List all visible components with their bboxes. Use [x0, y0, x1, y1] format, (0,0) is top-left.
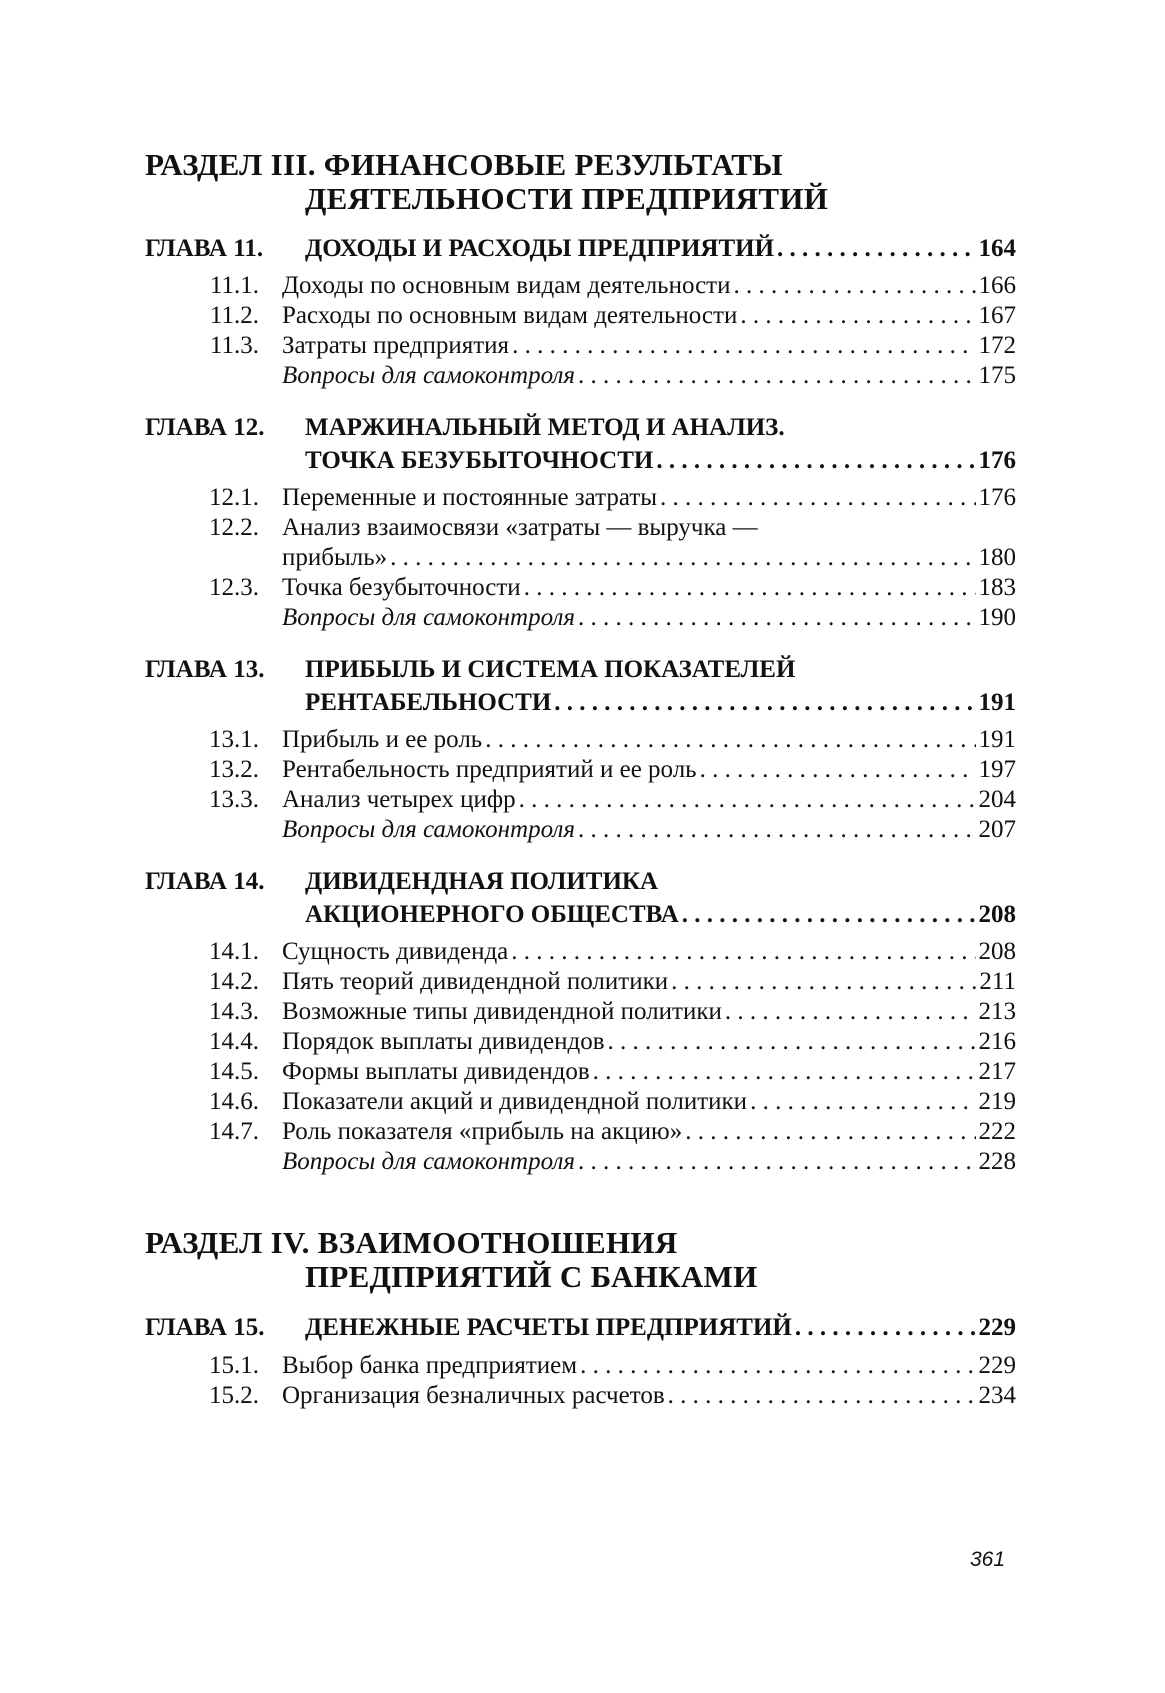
dot-leader [795, 1311, 976, 1344]
chapter-heading[interactable] [145, 1311, 1016, 1344]
entry-page-number: 190 [978, 604, 1016, 631]
entry-page-number: 208 [978, 938, 1016, 965]
toc-entry-review-questions[interactable] [145, 1146, 1016, 1178]
chapter-heading[interactable] [145, 653, 1016, 719]
entry-number: 14.2. [209, 968, 259, 995]
toc-entry-review-questions[interactable] [145, 814, 1016, 846]
entry-title: Сущность дивиденда [282, 938, 509, 965]
chapter-title-line1: ПРИБЫЛЬ И СИСТЕМА ПОКАЗАТЕЛЕЙ [305, 656, 796, 683]
entry-title: Рентабельность предприятий и ее роль [282, 756, 697, 783]
dot-leader [524, 572, 976, 604]
section-title-line2: ПРЕДПРИЯТИЙ С БАНКАМИ [305, 1259, 758, 1294]
chapter-title: РЕНТАБЕЛЬНОСТИ [305, 689, 552, 716]
entry-number: 12.3. [209, 574, 259, 601]
dot-leader [682, 898, 976, 931]
entry-title: Вопросы для самоконтроля [282, 816, 575, 843]
entry-page-number: 175 [978, 362, 1016, 389]
entry-title: Формы выплаты дивидендов [282, 1058, 590, 1085]
toc-entry-review-questions[interactable] [145, 602, 1016, 634]
dot-leader [750, 1086, 975, 1118]
chapter-label: ГЛАВА 12. [145, 414, 265, 441]
chapter-title: ДОХОДЫ И РАСХОДЫ ПРЕДПРИЯТИЙ [305, 235, 775, 262]
entry-page-number: 176 [978, 484, 1016, 511]
entry-title: Вопросы для самоконтроля [282, 1148, 575, 1175]
toc-entry[interactable] [145, 1350, 1016, 1382]
toc-entry[interactable] [145, 784, 1016, 816]
dot-leader [660, 482, 975, 514]
toc-entry[interactable] [145, 572, 1016, 604]
entry-title: Выбор банка предприятием [282, 1352, 578, 1379]
entry-page-number: 234 [978, 1382, 1016, 1409]
toc-entry[interactable] [145, 1380, 1016, 1412]
toc-entry[interactable] [145, 1086, 1016, 1118]
dot-leader [685, 1116, 975, 1148]
entry-title: Порядок выплаты дивидендов [282, 1028, 605, 1055]
entry-number: 15.2. [209, 1382, 259, 1409]
section-title-line1: РАЗДЕЛ IV. ВЗАИМООТНОШЕНИЯ [145, 1225, 678, 1260]
entry-number: 15.1. [209, 1352, 259, 1379]
chapter-page-number: 208 [978, 901, 1016, 928]
entry-number: 13.1. [209, 726, 259, 753]
entry-title: Организация безналичных расчетов [282, 1382, 665, 1409]
dot-leader [700, 754, 976, 786]
section-title-line2: ДЕЯТЕЛЬНОСТИ ПРЕДПРИЯТИЙ [305, 181, 829, 216]
entry-title: Доходы по основным видам деятельности [282, 272, 731, 299]
chapter-page-number: 229 [978, 1314, 1016, 1341]
dot-leader [725, 996, 976, 1028]
entry-page-number: 229 [978, 1352, 1016, 1379]
chapter-title: АКЦИОНЕРНОГО ОБЩЕСТВА [305, 901, 679, 928]
section-heading [145, 1226, 758, 1294]
chapter-title-line1: ДИВИДЕНДНАЯ ПОЛИТИКА [305, 868, 659, 895]
page-number: 361 [970, 1548, 1006, 1571]
toc-entry-continuation[interactable] [145, 542, 1016, 574]
entry-title: Роль показателя «прибыль на акцию» [282, 1118, 683, 1145]
dot-leader [593, 1056, 976, 1088]
entry-page-number: 191 [978, 726, 1016, 753]
dot-leader [608, 1026, 976, 1058]
entry-title: Пять теорий дивидендной политики [282, 968, 669, 995]
section-title-line1: РАЗДЕЛ III. ФИНАНСОВЫЕ РЕЗУЛЬТАТЫ [145, 147, 783, 182]
entry-number: 11.3. [209, 332, 259, 359]
entry-title: Затраты предприятия [282, 332, 510, 359]
dot-leader [519, 784, 976, 816]
chapter-page-number: 164 [978, 235, 1016, 262]
dot-leader [777, 232, 975, 265]
entry-page-number: 228 [978, 1148, 1016, 1175]
toc-entry[interactable] [145, 936, 1016, 968]
toc-entry[interactable] [145, 270, 1016, 302]
chapter-title-line1: МАРЖИНАЛЬНЫЙ МЕТОД И АНАЛИЗ. [305, 414, 785, 441]
dot-leader [740, 300, 975, 332]
entry-title: Показатели акций и дивидендной политики [282, 1088, 748, 1115]
entry-title: Точка безубыточности [282, 574, 521, 601]
entry-number: 13.3. [209, 786, 259, 813]
toc-entry[interactable] [145, 996, 1016, 1028]
dot-leader [578, 1146, 976, 1178]
chapter-page-number: 176 [978, 447, 1016, 474]
dot-leader [512, 330, 975, 362]
entry-page-number: 204 [978, 786, 1016, 813]
chapter-title: ДЕНЕЖНЫЕ РАСЧЕТЫ ПРЕДПРИЯТИЙ [305, 1314, 792, 1341]
entry-title: Анализ взаимосвязи «затраты — выручка — [282, 514, 758, 541]
chapter-label: ГЛАВА 15. [145, 1314, 265, 1341]
entry-number: 11.1. [209, 272, 259, 299]
dot-leader [656, 444, 975, 477]
dot-leader [734, 270, 976, 302]
entry-title-continuation: прибыль» [282, 544, 388, 571]
entry-number: 14.4. [209, 1028, 259, 1055]
entry-number: 12.2. [209, 514, 259, 541]
entry-page-number: 166 [978, 272, 1016, 299]
toc-entry[interactable] [145, 754, 1016, 786]
entry-number: 14.7. [209, 1118, 259, 1145]
chapter-label: ГЛАВА 11. [145, 235, 264, 262]
entry-number: 11.2. [209, 302, 259, 329]
toc-entry[interactable] [145, 966, 1016, 998]
dot-leader [485, 724, 975, 756]
entry-page-number: 211 [979, 968, 1016, 995]
chapter-page-number: 191 [978, 689, 1016, 716]
entry-page-number: 167 [978, 302, 1016, 329]
chapter-label: ГЛАВА 14. [145, 868, 265, 895]
chapter-title: ТОЧКА БЕЗУБЫТОЧНОСТИ [305, 447, 654, 474]
entry-number: 14.6. [209, 1088, 259, 1115]
dot-leader [668, 1380, 976, 1412]
toc-entry[interactable] [145, 1056, 1016, 1088]
entry-title: Прибыль и ее роль [282, 726, 483, 753]
entry-number: 14.1. [209, 938, 259, 965]
entry-page-number: 180 [978, 544, 1016, 571]
entry-page-number: 197 [978, 756, 1016, 783]
dot-leader [554, 686, 975, 719]
dot-leader [580, 1350, 975, 1382]
dot-leader [390, 542, 975, 574]
entry-number: 14.5. [209, 1058, 259, 1085]
toc-entry[interactable] [145, 724, 1016, 756]
toc-entry[interactable] [145, 1116, 1016, 1148]
entry-page-number: 216 [978, 1028, 1016, 1055]
entry-page-number: 219 [978, 1088, 1016, 1115]
toc-entry[interactable] [145, 330, 1016, 362]
entry-title: Вопросы для самоконтроля [282, 604, 575, 631]
entry-number: 14.3. [209, 998, 259, 1025]
chapter-heading[interactable] [145, 232, 1016, 265]
entry-page-number: 222 [978, 1118, 1016, 1145]
chapter-heading[interactable] [145, 865, 1016, 931]
entry-title: Возможные типы дивидендной политики [282, 998, 722, 1025]
chapter-heading[interactable] [145, 411, 1016, 477]
entry-page-number: 183 [978, 574, 1016, 601]
dot-leader [511, 936, 975, 968]
chapter-label: ГЛАВА 13. [145, 656, 265, 683]
dot-leader [578, 602, 976, 634]
entry-title: Расходы по основным видам деятельности [282, 302, 738, 329]
toc-entry[interactable] [145, 482, 1016, 514]
entry-page-number: 217 [978, 1058, 1016, 1085]
entry-page-number: 172 [978, 332, 1016, 359]
toc-entry[interactable] [145, 512, 1016, 544]
toc-entry[interactable] [145, 300, 1016, 332]
entry-title: Анализ четырех цифр [282, 786, 516, 813]
dot-leader [578, 360, 976, 392]
entry-page-number: 213 [978, 998, 1016, 1025]
entry-number: 13.2. [209, 756, 259, 783]
entry-number: 12.1. [209, 484, 259, 511]
entry-page-number: 207 [978, 816, 1016, 843]
toc-entry[interactable] [145, 1026, 1016, 1058]
toc-entry-review-questions[interactable] [145, 360, 1016, 392]
dot-leader [671, 966, 976, 998]
section-heading [145, 148, 828, 216]
dot-leader [578, 814, 976, 846]
entry-title: Вопросы для самоконтроля [282, 362, 575, 389]
entry-title: Переменные и постоянные затраты [282, 484, 658, 511]
